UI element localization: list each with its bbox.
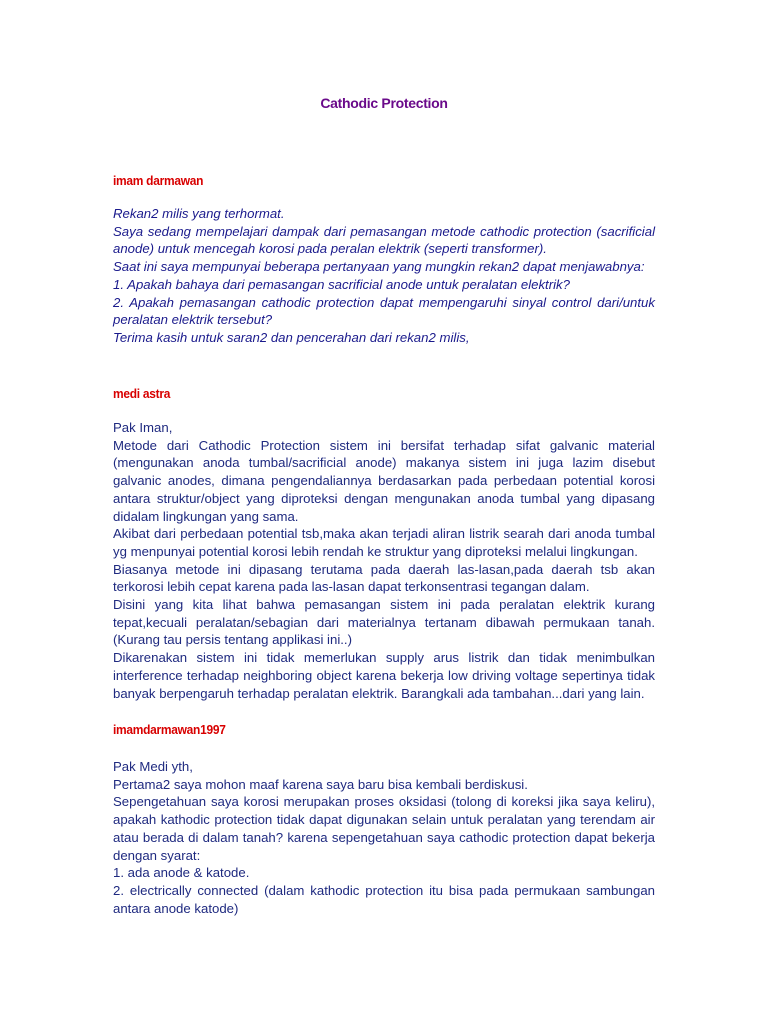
post-line: 2. electrically connected (dalam kathodic protection itu bisa pada permukaan sambungan antara anode katode) [113,882,655,916]
post-author: imamdarmawan1997 [113,722,226,737]
post-author: imam darmawan [113,173,204,188]
post-line: Saat ini saya mempunyai beberapa pertanyaan yang mungkin rekan2 dapat menjawabnya: [113,259,645,275]
post-line: Pak Iman, [113,420,173,435]
post-line: 1. Apakah bahaya dari pemasangan sacrificial anode untuk peralatan elektrik? [113,276,570,292]
post-body [113,758,655,917]
post-line: 2. Apakah pemasangan cathodic protection dapat mempengaruhi sinyal control dari/untuk peralatan elektrik tersebut? [113,294,655,328]
post-line: Sepengetahuan saya korosi merupakan proses oksidasi (tolong di koreksi jika saya keliru), apakah kathodic protection tidak dapat digunakan selain untuk peralatan yang terendam air atau berada di dalam tanah? karena sepengetahuan saya cathodic protection dapat bekerja dengan syarat: [113,794,655,863]
post-line: Biasanya metode ini dipasang terutama pada daerah las-lasan,pada daerah tsb akan terkorosi lebih cepat karena pada las-lasan dapat terkonsentrasi tegangan dalam. [113,561,655,595]
post-line: Terima kasih untuk saran2 dan pencerahan dari rekan2 milis, [113,329,470,345]
post-line: Pak Medi yth, [113,759,193,774]
post-line: Disini yang kita lihat bahwa pemasangan sistem ini pada peralatan elektrik kurang tepat,kecuali peralatan/sebagian dari materialnya tertanam dibawah permukaan tanah.(Kurang tau persis tentang applikasi ini..) [113,597,655,648]
post-body [113,205,655,347]
post-line: Rekan2 milis yang terhormat. [113,206,285,221]
post-author: medi astra [113,386,171,401]
post-line: Metode dari Cathodic Protection sistem ini bersifat terhadap sifat galvanic material (mengunakan anoda tumbal/sacrificial anode) makanya sistem ini juga lazim disebut galvanic anodes, dimana pengendaliannya berdasarkan pada perbedaan potential korosi antara struktur/object yang diproteksi dengan mengunakan anoda tumbal yang dipasang didalam lingkungan yang sama. [113,437,655,524]
post-line: Akibat dari perbedaan potential tsb,maka akan terjadi aliran listrik searah dari anoda tumbal yg menpunyai potential korosi lebih rendah ke struktur yang diproteksi melalui lingkungan. [113,526,655,559]
post-line: Saya sedang mempelajari dampak dari pemasangan metode cathodic protection (sacrificial anode) untuk mencegah korosi pada peralan elektrik (seperti transformer). [113,223,655,257]
post-line: 1. ada anode & katode. [113,865,250,881]
post-body [113,419,655,702]
document-title: Cathodic Protection [320,95,448,111]
post-line: Pertama2 saya mohon maaf karena saya baru bisa kembali berdiskusi. [113,776,528,792]
post-line: Dikarenakan sistem ini tidak memerlukan supply arus listrik dan tidak menimbulkan interference terhadap neighboring object karena bekerja low driving voltage sepertinya tidak banyak berpengaruh terhadap peralatan elektrik. Barangkali ada tambahan...dari yang lain. [113,650,655,701]
